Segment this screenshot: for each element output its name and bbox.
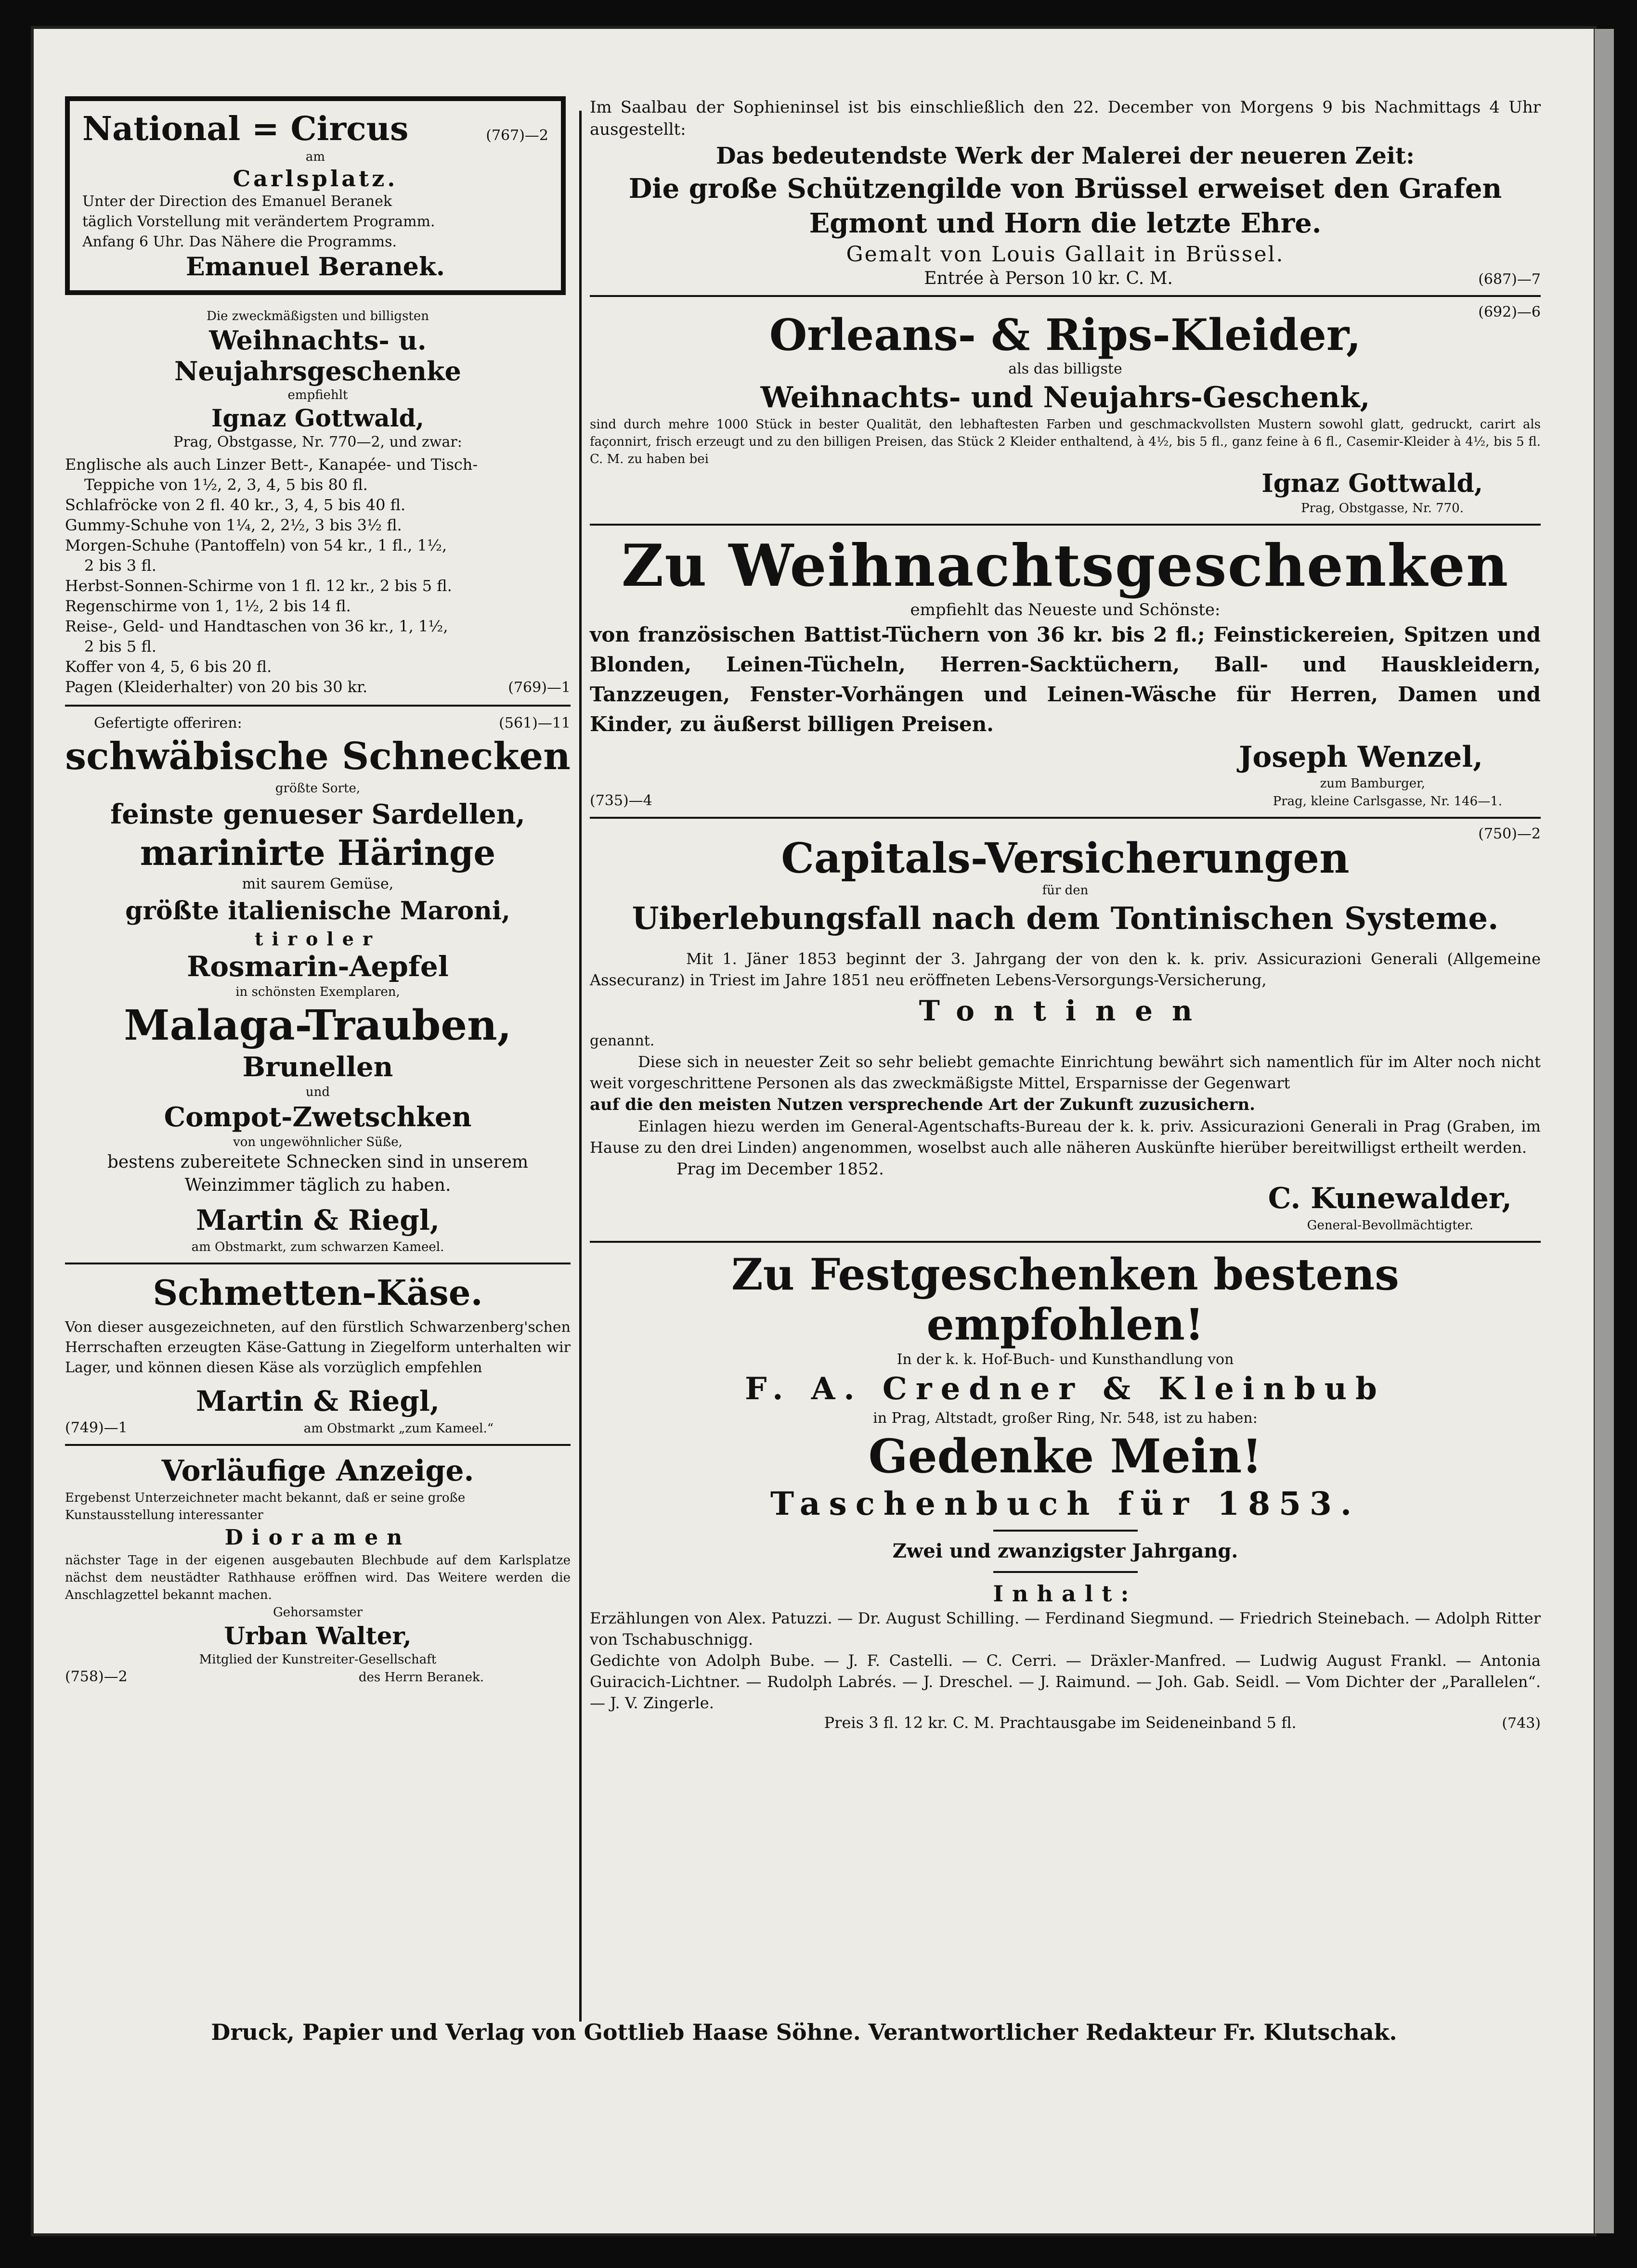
scan-edge — [1595, 29, 1614, 2233]
martin-intro: Gefertigte offeriren: — [94, 715, 242, 732]
credner-erzaehlungen: Erzählungen von Alex. Patuzzi. — Dr. August Schilling. — Ferdinand Siegmund. — Friedrich Steinebach. — Adolph Ritter von Tschabuschnigg. — [590, 1609, 1541, 1649]
martin-addr: am Obstmarkt, zum schwarzen Kameel. — [191, 1240, 444, 1254]
capitals-role: General-Bevollmächtigter. — [1307, 1218, 1473, 1233]
circus-line: Unter der Direction des Emanuel Beranek — [82, 193, 392, 210]
circus-line: Anfang 6 Uhr. Das Nähere die Programms. — [82, 233, 397, 250]
credner-title: Zu Festgeschenken bestens empfohlen! — [731, 1249, 1399, 1350]
anzeige-title: Vorläufige Anzeige. — [161, 1454, 474, 1488]
circus-line: täglich Vorstellung mit verändertem Programm. — [82, 213, 435, 230]
orleans-title: Orleans- & Rips-Kleider, — [769, 309, 1362, 361]
divider — [590, 524, 1541, 526]
product-title: Brunellen — [242, 1051, 393, 1083]
gallait-entry: Entrée à Person 10 kr. C. M. — [924, 269, 1173, 288]
orleans-sub: als das billigste — [1008, 361, 1122, 377]
anzeige-body: nächster Tage in der eigenen ausgebauten Blechbude auf dem Karlsplatze nächst dem neustädter Rathhause eröffnen wird. Das Weitere werden die Anschlagzettel bekannt machen. — [65, 1553, 571, 1602]
capitals-p1: Mit 1. Jäner 1853 beginnt der 3. Jahrgang der von den k. k. priv. Assicurazioni Generali (Allgemeine Assecuranz) in Triest im Jahre 1851 neu eröffneten Lebens-Versorgungs-Versicherung, — [590, 950, 1541, 989]
price-item-row — [65, 677, 571, 698]
anzeige-dioramen: Dioramen — [224, 1525, 411, 1550]
capitals-tontinen: Tontinen — [919, 994, 1212, 1027]
right-column — [590, 96, 1541, 1732]
anzeige-closing: Gehorsamster — [273, 1605, 363, 1620]
anzeige-intro: Ergebenst Unterzeichneter macht bekannt, daß er seine große Kunstausstellung interessanter — [65, 1491, 466, 1522]
wenzel-sign2: zum Bamburger, — [1320, 776, 1425, 791]
product-note: und — [305, 1085, 330, 1099]
price-item: Herbst-Sonnen-Schirme von 1 fl. 12 kr., 2 bis 5 fl. — [65, 577, 452, 595]
credner-ad — [590, 1250, 1541, 1732]
capitals-signature: C. Kunewalder, — [1268, 1182, 1512, 1215]
short-rule — [993, 1530, 1138, 1532]
kaese-ad — [65, 1271, 571, 1437]
gottwald-name: Ignaz Gottwald, — [211, 404, 424, 432]
product-title: größte italienische Maroni, — [125, 896, 510, 926]
kaese-addr: am Obstmarkt „zum Kameel.“ — [303, 1421, 494, 1436]
price-item: 2 bis 3 fl. — [84, 556, 156, 575]
product-note: in schönsten Exemplaren, — [235, 985, 400, 999]
price-item: Teppiche von 1½, 2, 3, 4, 5 bis 80 fl. — [84, 476, 368, 494]
product-title: Malaga-Trauben, — [124, 1001, 512, 1050]
product-note: von ungewöhnlicher Süße, — [233, 1135, 403, 1149]
price-item: Regenschirme von 1, 1½, 2 bis 14 fl. — [65, 597, 351, 615]
anzeige-signature: Urban Walter, — [224, 1622, 412, 1650]
circus-title: National = Circus — [82, 110, 409, 148]
ad-code: (769)—1 — [508, 679, 571, 696]
capitals-p2b: auf die den meisten Nutzen versprechende Art der Zukunft zuzusichern. — [590, 1095, 1255, 1114]
credner-line: In der k. k. Hof-Buch- und Kunsthandlung von — [896, 1351, 1234, 1368]
wenzel-ad — [590, 532, 1541, 810]
credner-line: in Prag, Altstadt, großer Ring, Nr. 548, ist zu haben: — [873, 1410, 1258, 1427]
wenzel-sub: empfiehlt das Neueste und Schönste: — [910, 600, 1221, 619]
circus-ad — [65, 96, 566, 295]
price-item: 2 bis 5 fl. — [84, 637, 156, 656]
product-title: tiroler — [255, 928, 381, 950]
orleans-addr: Prag, Obstgasse, Nr. 770. — [1301, 501, 1464, 515]
price-item: Schlafröcke von 2 fl. 40 kr., 3, 4, 5 bis 40 fl. — [65, 496, 406, 514]
kaese-signature: Martin & Riegl, — [196, 1385, 440, 1418]
anzeige-role: Mitglied der Kunstreiter-Gesellschaft — [199, 1652, 437, 1667]
gottwald-price-list — [65, 454, 571, 698]
product-title: feinste genueser Sardellen, — [110, 799, 525, 830]
gottwald-ad — [65, 308, 571, 698]
capitals-date: Prag im December 1852. — [676, 1160, 884, 1179]
capitals-subtitle: Uiberlebungsfall nach dem Tontinischen Systeme. — [632, 901, 1499, 937]
product-note: mit saurem Gemüse, — [242, 876, 394, 892]
ad-code: (561)—11 — [499, 715, 571, 732]
price-item: Morgen-Schuhe (Pantoffeln) von 54 kr., 1 fl., 1½, — [65, 536, 447, 554]
divider — [590, 1241, 1541, 1243]
price-item: Koffer von 4, 5, 6 bis 20 fl. — [65, 657, 272, 676]
gallait-title: Egmont und Horn die letzte Ehre. — [809, 207, 1322, 239]
price-item: Pagen (Kleiderhalter) von 20 bis 30 kr. — [65, 678, 368, 696]
wenzel-body: von französischen Battist-Tüchern von 36 kr. bis 2 fl.; Feinstickereien, Spitzen und Blonden, Leinen-Tücheln, Herren-Sacktüchern, Ball- und Hauskleidern, Tanzzeugen, Fenster-Vorhängen und Leinen-Wäsche für Herren, Damen und Kinder, zu äußerst billigen Preisen. — [590, 623, 1541, 736]
capitals-ad — [590, 825, 1541, 1234]
gallait-intro: Im Saalbau der Sophieninsel ist bis einschließlich den 22. December von Morgens 9 bis Nachmittags 4 Uhr ausgestellt: — [590, 98, 1541, 139]
circus-am: am — [305, 150, 325, 164]
gottwald-intro: Die zweckmäßigsten und billigsten — [206, 309, 429, 323]
credner-firm: F. A. Credner & Kleinbub — [745, 1371, 1386, 1407]
gallait-ad — [590, 96, 1541, 288]
product-note: größte Sorte, — [275, 781, 361, 796]
ad-code: (750)—2 — [1478, 825, 1541, 842]
capitals-title: Capitals-Versicherungen — [781, 834, 1350, 883]
credner-gedichte: Gedichte von Adolph Bube. — J. F. Castelli. — C. Cerri. — Dräxler-Manfred. — Ludwig August Frankl. — Antonia Guiracich-Lichtner. — Rudolph Labrés. — J. Dreschel. — J. Raimund. — Joh. Gab. Seidl. — Vom Dichter der „Parallelen“. — J. V. Zingerle. — [590, 1651, 1541, 1712]
gottwald-empf: empfiehlt — [287, 388, 348, 402]
anzeige-role2: des Herrn Beranek. — [358, 1670, 484, 1685]
column-divider — [579, 111, 582, 2022]
ad-code: (687)—7 — [1478, 271, 1541, 288]
ad-code: (692)—6 — [1478, 304, 1541, 321]
credner-inhalt: Inhalt: — [993, 1581, 1138, 1607]
orleans-ad — [590, 304, 1541, 517]
gottwald-addr: Prag, Obstgasse, Nr. 770—2, und zwar: — [173, 434, 462, 451]
ad-code: (743) — [1502, 1715, 1541, 1732]
capitals-p3: Einlagen hiezu werden im General-Agentschafts-Bureau der k. k. priv. Assicurazioni Generali in Prag (Graben, im Hause zu den drei Linden) angenommen, woselbst auch alle näheren Auskünfte hierüber bereitwilligst ertheilt werden. — [590, 1117, 1541, 1157]
price-item: Reise-, Geld- und Handtaschen von 36 kr., 1, 1½, — [65, 617, 448, 635]
martin-riegl-ad — [65, 713, 571, 1256]
price-item: Englische als auch Linzer Bett-, Kanapée- und Tisch- — [65, 455, 478, 474]
kaese-body: Von dieser ausgezeichneten, auf den fürstlich Schwarzenberg'schen Herrschaften erzeugten Käse-Gattung in Ziegelform unterhalten wir Lager, und können diesen Käse als vorzüglich empfehlen — [65, 1319, 571, 1376]
capitals-genannt: genannt. — [590, 1032, 655, 1049]
gottwald-title: Weihnachts- u. Neujahrsgeschenke — [174, 325, 461, 387]
capitals-p2: Diese sich in neuester Zeit so sehr beliebt gemachte Einrichtung bewährt sich namentlich für im Alter noch nicht weit vorgeschrittene Personen als das zweckmäßigste Mittel, Ersparnisse der Gegenwart — [590, 1053, 1541, 1092]
divider — [65, 1263, 571, 1264]
left-column — [65, 96, 571, 1686]
product-title: marinirte Häringe — [140, 832, 496, 873]
wenzel-title: Zu Weihnachtsgeschenken — [621, 532, 1509, 600]
martin-signature: Martin & Riegl, — [196, 1204, 440, 1237]
gallait-painter: Gemalt von Louis Gallait in Brüssel. — [846, 242, 1285, 267]
divider — [590, 295, 1541, 297]
orleans-body: sind durch mehre 1000 Stück in bester Qualität, den lebhaftesten Farben und geschmackvollsten Mustern sowohl glatt, gedruckt, carirt als façonnirt, frisch erzeugt und zu den billigen Preisen, das Stück 2 Kleider enthaltend, à 4½, bis 5 fl., ganz feine à 6 fl., Casemir-Kleider à 4½, bis 5 fl. C. M. zu haben bei — [590, 417, 1541, 466]
ad-code: (758)—2 — [65, 1668, 128, 1685]
product-title: Compot-Zwetschken — [164, 1101, 472, 1133]
capitals-fur: für den — [1042, 883, 1089, 898]
martin-body: bestens zubereitete Schnecken sind in unserem Weinzimmer täglich zu haben. — [107, 1152, 529, 1195]
anzeige-ad — [65, 1453, 571, 1686]
credner-preis: Preis 3 fl. 12 kr. C. M. Prachtausgabe im Seideneinband 5 fl. — [824, 1714, 1297, 1732]
ad-code: (749)—1 — [65, 1419, 128, 1436]
orleans-headline: Weihnachts- und Neujahrs-Geschenk, — [760, 381, 1370, 414]
ad-code: (767)—2 — [486, 127, 548, 144]
divider — [65, 1444, 571, 1446]
wenzel-signature: Joseph Wenzel, — [1238, 740, 1483, 774]
circus-signature: Emanuel Beranek. — [185, 252, 445, 282]
product-title: schwäbische Schnecken — [65, 735, 571, 778]
credner-book-title: Gedenke Mein! — [868, 1429, 1262, 1483]
product-title: Rosmarin-Aepfel — [187, 950, 449, 983]
ad-code: (735)—4 — [590, 792, 652, 809]
credner-jahrgang: Zwei und zwanzigster Jahrgang. — [892, 1540, 1238, 1562]
orleans-signature: Ignaz Gottwald, — [1261, 469, 1483, 498]
divider — [590, 817, 1541, 819]
gallait-title: Die große Schützengilde von Brüssel erweiset den Grafen — [628, 173, 1502, 205]
credner-book-subtitle: Taschenbuch für 1853. — [770, 1485, 1360, 1522]
wenzel-addr: Prag, kleine Carlsgasse, Nr. 146—1. — [1273, 794, 1502, 809]
imprint-footer: Druck, Papier und Verlag von Gottlieb Haase Söhne. Verantwortlicher Redakteur Fr. Klutschak. — [211, 2019, 1397, 2045]
price-item: Gummy-Schuhe von 1¼, 2, 2½, 3 bis 3½ fl. — [65, 516, 402, 534]
divider — [65, 705, 571, 707]
kaese-title: Schmetten-Käse. — [153, 1272, 483, 1313]
gallait-headline: Das bedeutendste Werk der Malerei der neueren Zeit: — [716, 142, 1415, 169]
short-rule — [993, 1571, 1138, 1573]
circus-place: Carlsplatz. — [233, 166, 398, 192]
